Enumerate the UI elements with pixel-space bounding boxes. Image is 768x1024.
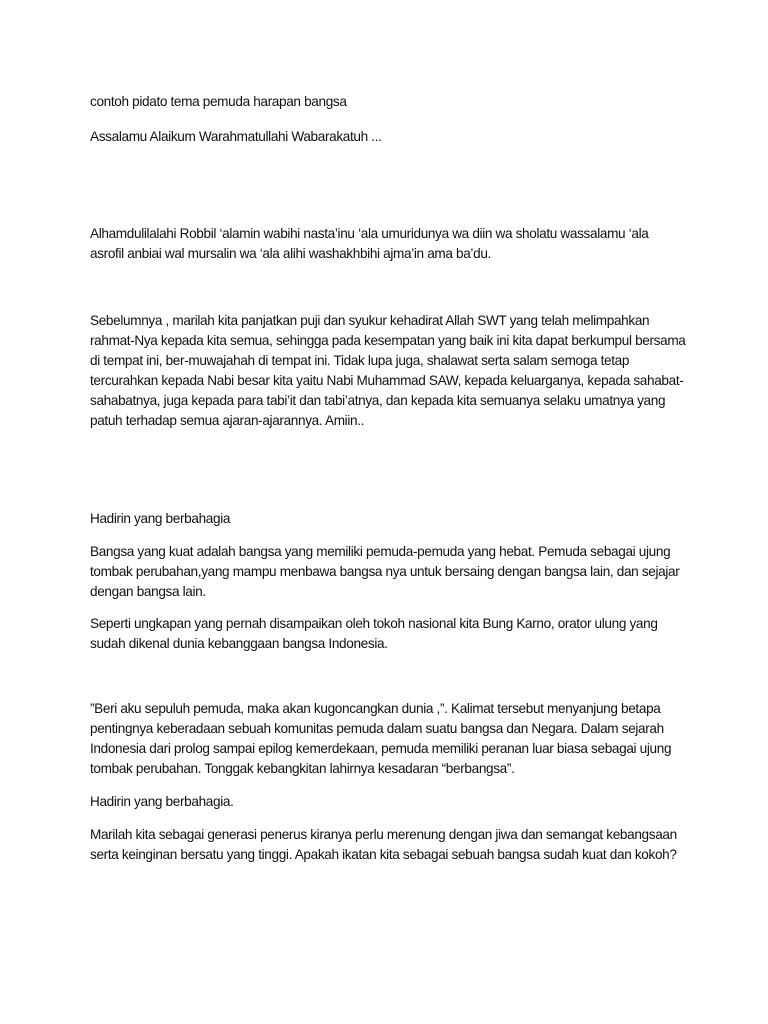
quote-paragraph: [90, 699, 690, 779]
text-line: tercurahkan kepada Nabi besar kita yaitu Nabi Muhammad SAW, kepada keluarganya, kepada sahabat-: [90, 373, 684, 388]
text-line: Bangsa yang kuat adalah bangsa yang memiliki pemuda-pemuda yang hebat. Pemuda sebagai ujung: [90, 544, 671, 559]
text-line: patuh terhadap semua ajaran-ajarannya. Amiin..: [90, 413, 365, 428]
text-line: Alhamdulilalahi Robbil ‘alamin wabihi nasta’inu ‘ala umuridunya wa diin wa sholatu wassalamu ‘ala: [90, 226, 649, 241]
opening-prayer-paragraph: [90, 224, 690, 264]
text-line: Sebelumnya , marilah kita panjatkan puji dan syukur kehadirat Allah SWT yang telah melimpahkan: [90, 313, 650, 328]
document-title: [90, 92, 690, 112]
text-line: sahabatnya, juga kepada para tabi’it dan tabi’atnya, dan kepada kita semuanya selaku umatnya yang: [90, 393, 666, 408]
text-line: pentingnya keberadaan sebuah komunitas pemuda dalam suatu bangsa dan Negara. Dalam sejarah: [90, 721, 664, 736]
address-heading-2: [90, 792, 690, 812]
text-line: Assalamu Alaikum Warahmatullahi Wabarakatuh ...: [90, 129, 382, 144]
text-line: Hadirin yang berbahagia: [90, 511, 231, 526]
text-line: Marilah kita sebagai generasi penerus kiranya perlu merenung dengan jiwa dan semangat kebangsaan: [90, 827, 677, 842]
reflection-paragraph: [90, 825, 690, 865]
text-line: di tempat ini, ber-muwajahah di tempat ini. Tidak lupa juga, shalawat serta salam semoga tetap: [90, 353, 630, 368]
text-line: serta keinginan bersatu yang tinggi. Apakah ikatan kita sebagai sebuah bangsa sudah kuat dan kokoh?: [90, 847, 677, 862]
text-line: ”Beri aku sepuluh pemuda, maka akan kugoncangkan dunia ,”. Kalimat tersebut menyanjung betapa: [90, 701, 661, 716]
bung-karno-paragraph: [90, 614, 690, 654]
text-line: Indonesia dari prolog sampai epilog kemerdekaan, pemuda memiliki peranan luar biasa sebagai ujung: [90, 741, 672, 756]
gratitude-paragraph: [90, 311, 690, 431]
text-line: tombak perubahan,yang mampu menbawa bangsa nya untuk bersaing dengan bangsa lain, dan sejajar: [90, 564, 680, 579]
text-line: contoh pidato tema pemuda harapan bangsa: [90, 94, 347, 109]
text-line: tombak perubahan. Tonggak kebangkitan lahirnya kesadaran “berbangsa”.: [90, 761, 515, 776]
text-line: Hadirin yang berbahagia.: [90, 794, 234, 809]
text-line: Seperti ungkapan yang pernah disampaikan oleh tokoh nasional kita Bung Karno, orator ulung yang: [90, 616, 658, 631]
address-heading-1: [90, 509, 690, 529]
text-line: rahmat-Nya kepada kita semua, sehingga pada kesempatan yang baik ini kita dapat berkumpul bersama: [90, 333, 686, 348]
strong-nation-paragraph: [90, 542, 690, 602]
greeting-paragraph: [90, 127, 690, 147]
text-line: sudah dikenal dunia kebanggaan bangsa Indonesia.: [90, 636, 388, 651]
text-line: asrofil anbiai wal mursalin wa ‘ala alihi washakhbihi ajma’in ama ba’du.: [90, 246, 491, 261]
text-line: dengan bangsa lain.: [90, 584, 206, 599]
